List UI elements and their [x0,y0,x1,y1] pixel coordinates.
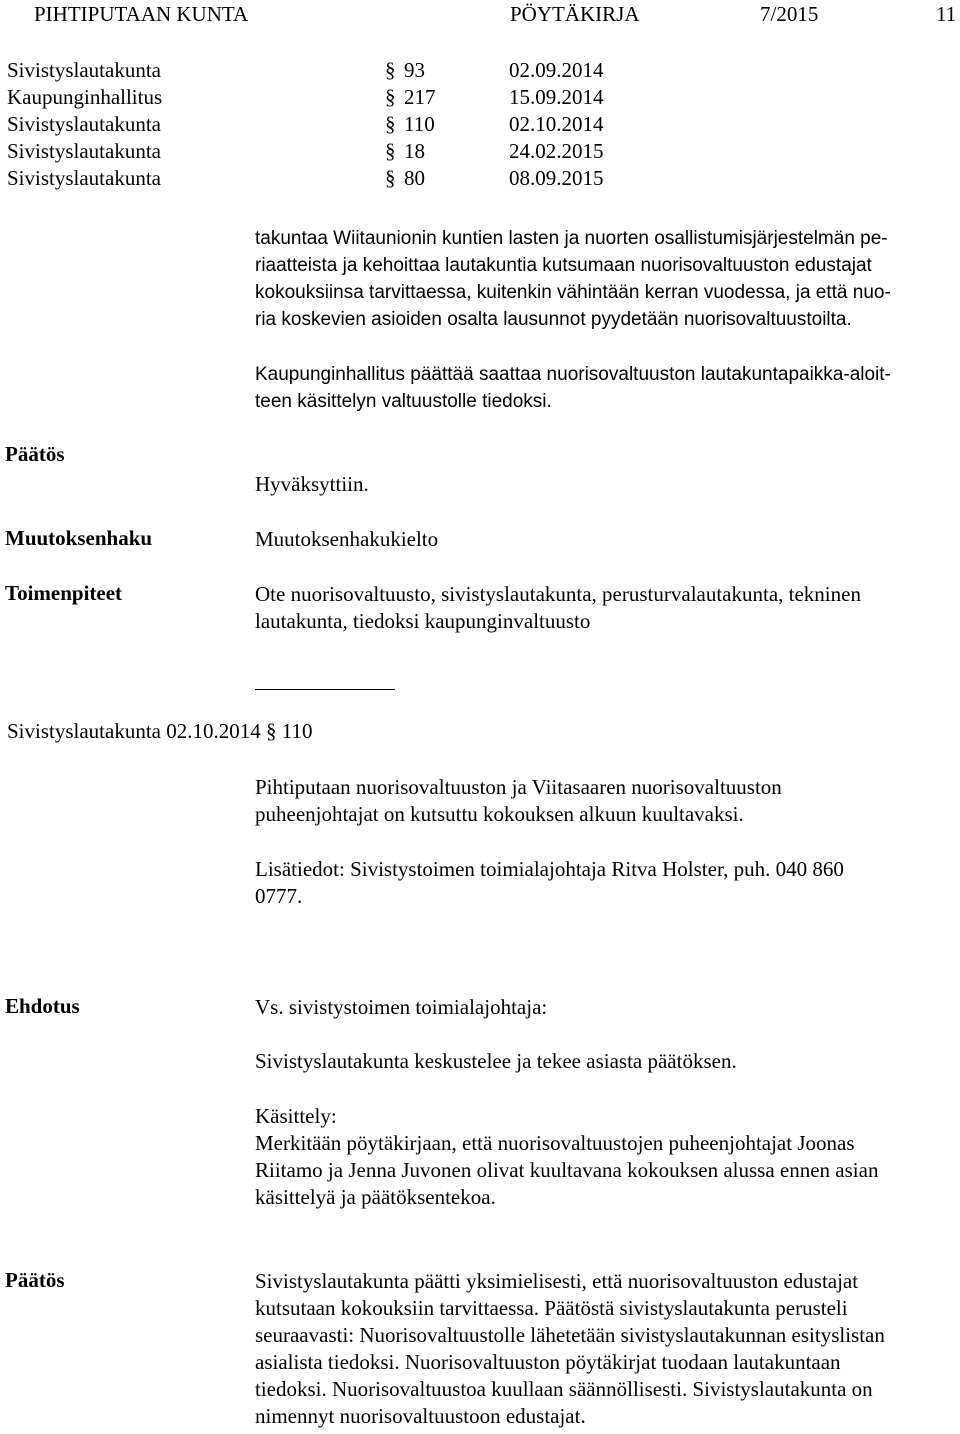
history-body: Sivistyslautakunta [7,58,161,82]
history-body: Sivistyslautakunta [7,166,161,190]
section-heading [7,718,312,745]
actions-label: Toimenpiteet [5,581,123,605]
handling-label: Käsittely: [255,1104,337,1128]
history-number: 18 [404,139,425,163]
text-line: teen käsittelyn valtuustolle tiedoksi. [255,391,552,412]
appeal-label: Muutoksenhaku [5,526,153,550]
proposal-text: Sivistyslautakunta keskustelee ja tekee asiasta päätöksen. [255,1049,737,1073]
info-text [255,856,955,910]
text-line: kutsutaan kokouksiin tarvittaessa. Päätöstä sivistyslautakunta perusteli [255,1296,848,1320]
text-line: Ote nuorisovaltuusto, sivistyslautakunta, perusturvalautakunta, tekninen [255,582,861,606]
text-line: nimennyt nuorisovaltuustoon edustajat. [255,1404,586,1428]
history-date: 15.09.2014 [509,85,604,109]
text-line: asialista tiedoksi. Nuorisovaltuuston pöytäkirjat tuodaan lautakuntaan [255,1350,841,1374]
text-line: kokouksiinsa tarvittaessa, kuitenkin vähintään kerran vuodessa, ja että nuo- [255,282,891,303]
text-line: takuntaa Wiitaunionin kuntien lasten ja nuorten osallistumisjärjestelmän pe- [255,228,888,249]
text-line: Sivistyslautakunta päätti yksimielisesti, että nuorisovaltuuston edustajat [255,1269,859,1293]
decision-text-2 [255,1268,955,1430]
text-line: seuraavasti: Nuorisovaltuustolle lähetetään sivistyslautakunnan esityslistan [255,1323,885,1347]
history-body: Sivistyslautakunta [7,112,161,136]
proposal-label: Ehdotus [5,994,80,1018]
history-date: 02.09.2014 [509,58,604,82]
appeal-text: Muutoksenhakukielto [255,527,439,551]
section-sign: § [385,112,396,136]
page-header [0,0,960,30]
history-date: 02.10.2014 [509,112,604,136]
history-number: 110 [404,112,435,136]
page-number: 11 [936,2,957,26]
history-number: 93 [404,58,425,82]
text-line: lautakunta, tiedoksi kaupunginvaltuusto [255,609,591,633]
text-line: Riitamo ja Jenna Juvonen olivat kuultavana kokouksen alussa ennen asian [255,1158,879,1182]
intro-text [255,774,955,828]
history-number: 80 [404,166,425,190]
municipality-name: PIHTIPUTAAN KUNTA [34,2,249,26]
text-line: ria koskevien asioiden osalta lausunnot pyydetään nuorisovaltuustoilta. [255,309,852,330]
council-proposal-text-2 [255,361,955,415]
decision-text: Hyväksyttiin. [255,472,369,496]
history-body: Kaupunginhallitus [7,85,163,109]
text-line: Kaupunginhallitus päättää saattaa nuorisovaltuuston lautakuntapaikka-aloit- [255,364,891,385]
section-sign: § [385,139,396,163]
section-sign: § [385,85,396,109]
section-number: 110 [281,719,313,743]
text-line: riaatteista ja kehoittaa lautakuntia kutsumaan nuorisovaltuuston edustajat [255,255,872,276]
section-body-date: Sivistyslautakunta 02.10.2014 [7,719,261,743]
history-date: 24.02.2015 [509,139,604,163]
text-line: tiedoksi. Nuorisovaltuustoa kuullaan säännöllisesti. Sivistyslautakunta on [255,1377,873,1401]
text-line: Lisätiedot: Sivistystoimen toimialajohtaja Ritva Holster, puh. 040 860 [255,857,844,881]
document-type: PÖYTÄKIRJA [510,2,640,26]
section-divider [255,689,395,690]
text-line: käsittelyä ja päätöksentekoa. [255,1185,496,1209]
section-sign: § [385,58,396,82]
text-line: 0777. [255,884,303,908]
text-line: Pihtiputaan nuorisovaltuuston ja Viitasaaren nuorisovaltuuston [255,775,782,799]
section-sign: § [266,719,277,743]
handling-section [255,1103,955,1211]
actions-text [255,581,955,635]
decision-label: Päätös [5,442,65,466]
issue-number: 7/2015 [760,2,819,26]
history-number: 217 [404,85,436,109]
history-date: 08.09.2015 [509,166,604,190]
council-proposal-text [255,225,955,333]
proposal-heading: Vs. sivistystoimen toimialajohtaja: [255,995,548,1019]
text-line: Merkitään pöytäkirjaan, että nuorisovaltuustojen puheenjohtajat Joonas [255,1131,855,1155]
history-body: Sivistyslautakunta [7,139,161,163]
decision-label-2: Päätös [5,1268,65,1292]
section-sign: § [385,166,396,190]
text-line: puheenjohtajat on kutsuttu kokouksen alkuun kuultavaksi. [255,802,744,826]
